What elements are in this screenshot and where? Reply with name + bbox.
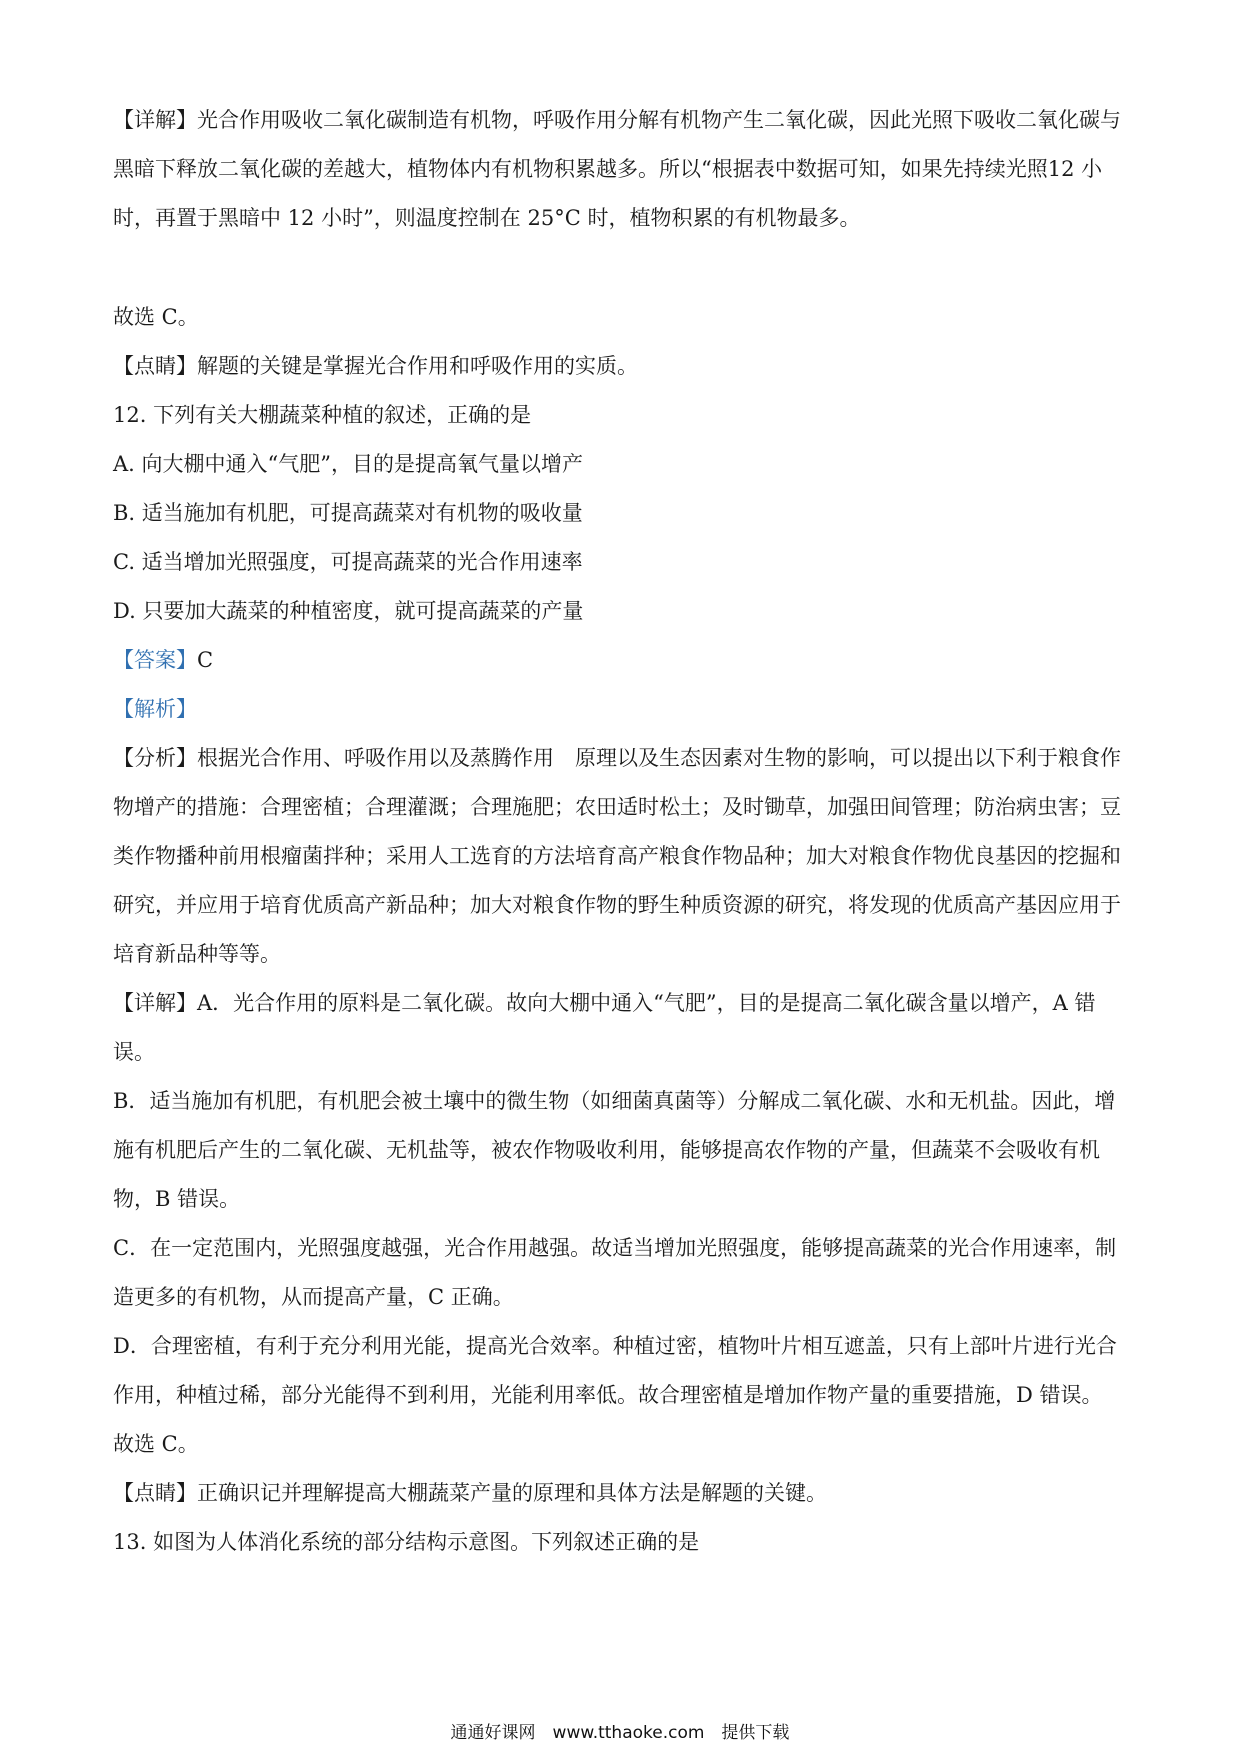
document-body xyxy=(113,96,1133,1567)
tag-key-point: 【点睛】 xyxy=(113,354,197,378)
tag-analyze: 【分析】 xyxy=(113,746,197,770)
paragraph-text: 解题的关键是掌握光合作用和呼吸作用的实质。 xyxy=(197,354,638,378)
paragraph-choose-1 xyxy=(113,293,1133,342)
paragraph-detail-d xyxy=(113,1322,1133,1420)
answer-text: C xyxy=(197,648,214,672)
option-text: C. 适当增加光照强度，可提高蔬菜的光合作用速率 xyxy=(113,550,583,574)
option-d xyxy=(113,587,1133,636)
paragraph-text: D．合理密植，有利于充分利用光能，提高光合效率。种植过密，植物叶片相互遮盖，只有上部叶片进行光合作用，种植过稀，部分光能得不到利用，光能利用率低。故合理密植是增加作物产量的重要措施，D 错误。 xyxy=(113,1334,1117,1407)
paragraph-detail-b xyxy=(113,1077,1133,1224)
paragraph-text: 根据光合作用、呼吸作用以及蒸腾作用 原理以及生态因素对生物的影响，可以提出以下利于粮食作物增产的措施：合理密植；合理灌溉；合理施肥；农田适时松土；及时锄草，加强田间管理；防治病虫害；豆类作物播种前用根瘤菌拌种；采用人工选育的方法培育高产粮食作物品种；加大对粮食作物优良基因的挖掘和研究，并应用于培育优质高产新品种；加大对粮食作物的野生种质资源的研究，将发现的优质高产基因应用于培育新品种等等。 xyxy=(113,746,1121,966)
option-a xyxy=(113,440,1133,489)
question-text: 12. 下列有关大棚蔬菜种植的叙述，正确的是 xyxy=(113,403,532,427)
analysis-heading xyxy=(113,685,1133,734)
paragraph-detail-a xyxy=(113,979,1133,1077)
question-13 xyxy=(113,1518,1133,1567)
paragraph-key-point-1 xyxy=(113,342,1133,391)
answer-line xyxy=(113,636,1133,685)
tag-detail: 【详解】 xyxy=(113,991,197,1015)
paragraph-text: 光合作用吸收二氧化碳制造有机物，呼吸作用分解有机物产生二氧化碳，因此光照下吸收二氧化碳与黑暗下释放二氧化碳的差越大，植物体内有机物积累越多。所以“根据表中数据可知，如果先持续光照12 小时，再置于黑暗中 12 小时”，则温度控制在 25°C 时，植物积累的有机物最多。 xyxy=(113,108,1121,230)
tag-answer: 【答案】 xyxy=(113,648,197,672)
option-text: B. 适当施加有机肥，可提高蔬菜对有机物的吸收量 xyxy=(113,501,583,525)
option-text: D. 只要加大蔬菜的种植密度，就可提高蔬菜的产量 xyxy=(113,599,584,623)
option-b xyxy=(113,489,1133,538)
paragraph-text: 故选 C。 xyxy=(113,1432,199,1456)
tag-analysis: 【解析】 xyxy=(113,697,197,721)
paragraph-text: 故选 C。 xyxy=(113,305,199,329)
option-c xyxy=(113,538,1133,587)
paragraph-text: B．适当施加有机肥，有机肥会被土壤中的微生物（如细菌真菌等）分解成二氧化碳、水和无机盐。因此，增施有机肥后产生的二氧化碳、无机盐等，被农作物吸收利用，能够提高农作物的产量，但蔬菜不会吸收有机物，B 错误。 xyxy=(113,1089,1116,1211)
tag-detail: 【详解】 xyxy=(113,108,197,132)
tag-key-point: 【点睛】 xyxy=(113,1481,197,1505)
option-text: A. 向大棚中通入“气肥”，目的是提高氧气量以增产 xyxy=(113,452,583,476)
paragraph-choose-2 xyxy=(113,1420,1133,1469)
paragraph-text: A．光合作用的原料是二氧化碳。故向大棚中通入“气肥”，目的是提高二氧化碳含量以增产，A 错误。 xyxy=(113,991,1096,1064)
paragraph-text: C．在一定范围内，光照强度越强，光合作用越强。故适当增加光照强度，能够提高蔬菜的光合作用速率，制造更多的有机物，从而提高产量，C 正确。 xyxy=(113,1236,1117,1309)
paragraph-analysis xyxy=(113,734,1133,979)
paragraph-detail-1 xyxy=(113,96,1133,243)
paragraph-key-point-2 xyxy=(113,1469,1133,1518)
question-12 xyxy=(113,391,1133,440)
footer-watermark: 通通好课网 www.tthaoke.com 提供下载 xyxy=(450,1723,790,1743)
paragraph-detail-c xyxy=(113,1224,1133,1322)
question-text: 13. 如图为人体消化系统的部分结构示意图。下列叙述正确的是 xyxy=(113,1530,700,1554)
paragraph-text: 正确识记并理解提高大棚蔬菜产量的原理和具体方法是解题的关键。 xyxy=(197,1481,827,1505)
